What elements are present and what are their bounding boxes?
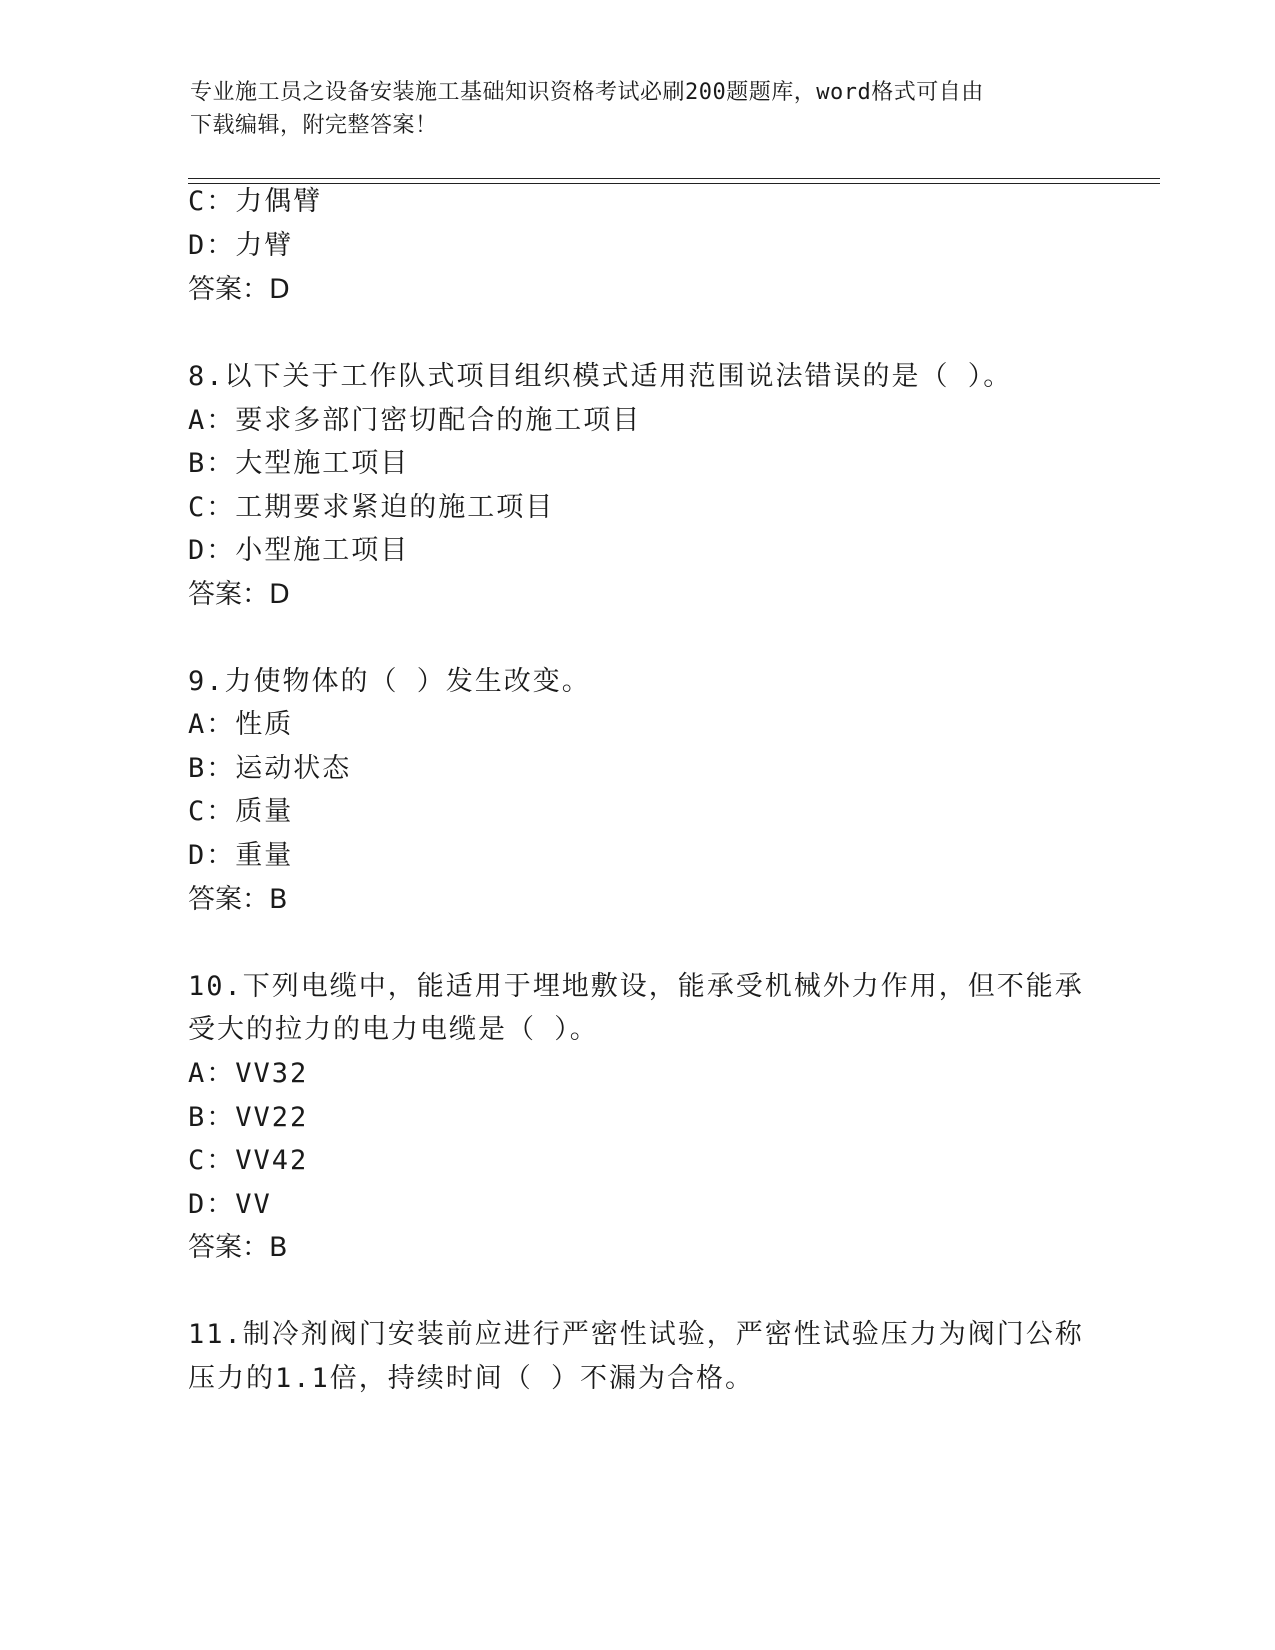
q9-option-a: A：性质 bbox=[188, 709, 294, 740]
prev-option-d: D：力臂 bbox=[188, 230, 294, 261]
q8-option-c: C：工期要求紧迫的施工项目 bbox=[188, 492, 555, 523]
q10-option-b: B：VV22 bbox=[188, 1102, 309, 1133]
header-line-2: 下载编辑，附完整答案！ bbox=[190, 113, 438, 138]
q8-option-b: B：大型施工项目 bbox=[188, 448, 410, 479]
q9-question: 9.力使物体的（ ）发生改变。 bbox=[188, 666, 591, 697]
q8-option-d: D：小型施工项目 bbox=[188, 535, 410, 566]
header-divider-top bbox=[188, 178, 1160, 179]
q8-option-a: A：要求多部门密切配合的施工项目 bbox=[188, 405, 642, 436]
q9-option-c: C：质量 bbox=[188, 796, 294, 827]
q9-option-d: D：重量 bbox=[188, 840, 294, 871]
prev-answer: 答案：D bbox=[188, 274, 290, 305]
q10-question-line-2: 受大的拉力的电力电缆是（ ）。 bbox=[188, 1014, 599, 1045]
header-divider-bottom bbox=[188, 183, 1160, 184]
prev-option-c: C：力偶臂 bbox=[188, 186, 323, 217]
q8-question: 8.以下关于工作队式项目组织模式适用范围说法错误的是（ ）。 bbox=[188, 361, 1013, 392]
q10-answer: 答案：B bbox=[188, 1232, 288, 1263]
header-line-1: 专业施工员之设备安装施工基础知识资格考试必刷200题题库，word格式可自由 bbox=[190, 80, 984, 105]
q11-question-line-1: 11.制冷剂阀门安装前应进行严密性试验，严密性试验压力为阀门公称 bbox=[188, 1319, 1084, 1350]
q8-answer: 答案：D bbox=[188, 579, 290, 610]
document-header bbox=[190, 76, 1090, 142]
q10-question-line-1: 10.下列电缆中，能适用于埋地敷设，能承受机械外力作用，但不能承 bbox=[188, 971, 1084, 1002]
q9-answer: 答案：B bbox=[188, 884, 288, 915]
q10-option-c: C：VV42 bbox=[188, 1145, 309, 1176]
q10-option-d: D：VV bbox=[188, 1189, 272, 1220]
q9-option-b: B：运动状态 bbox=[188, 753, 352, 784]
q11-question-line-2: 压力的1.1倍，持续时间（ ）不漏为合格。 bbox=[188, 1363, 755, 1394]
q10-option-a: A：VV32 bbox=[188, 1058, 309, 1089]
